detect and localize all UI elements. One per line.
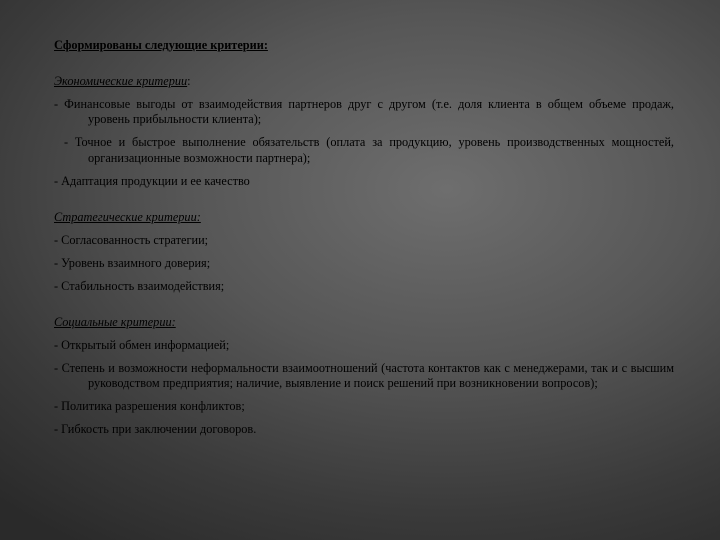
strategic-criteria-title-row [54, 210, 674, 225]
list-item: - Степень и возможности неформальности взаимоотношений (частота контактов как с менеджерами, так и с высшим руководством предприятия; наличие, выявление и поиск решений при возникновении вопросов); [54, 361, 674, 391]
list-item: - Точное и быстрое выполнение обязательств (оплата за продукцию, уровень производственных мощностей, организационные возможности партнера); [64, 135, 674, 165]
list-item: - Политика разрешения конфликтов; [54, 399, 245, 414]
list-item: - Согласованность стратегии; [54, 232, 209, 247]
social-criteria-title: Социальные критерии: [54, 315, 176, 330]
social-criteria-title-row [54, 315, 674, 330]
list-item: - Адаптация продукции и ее качество [54, 173, 250, 188]
list-item: - Финансовые выгоды от взаимодействия партнеров друг с другом (т.е. доля клиента в общем объеме продаж, уровень прибыльности клиента); [54, 97, 674, 127]
strategic-criteria-title: Стратегические критерии: [54, 209, 201, 224]
economic-criteria-title-suffix: : [187, 74, 191, 89]
list-item: - Открытый обмен информацией; [54, 338, 230, 353]
slide-body [54, 38, 674, 458]
list-item: - Гибкость при заключении договоров. [54, 422, 257, 437]
slide-heading: Сформированы следующие критерии: [54, 38, 268, 52]
economic-criteria-title: Экономические критерии [54, 74, 188, 89]
economic-criteria-title-row [54, 74, 674, 89]
social-criteria-section [54, 315, 674, 437]
economic-criteria-section [54, 74, 674, 189]
list-item: - Стабильность взаимодействия; [54, 278, 225, 293]
strategic-criteria-section [54, 210, 674, 294]
list-item: - Уровень взаимного доверия; [54, 255, 211, 270]
